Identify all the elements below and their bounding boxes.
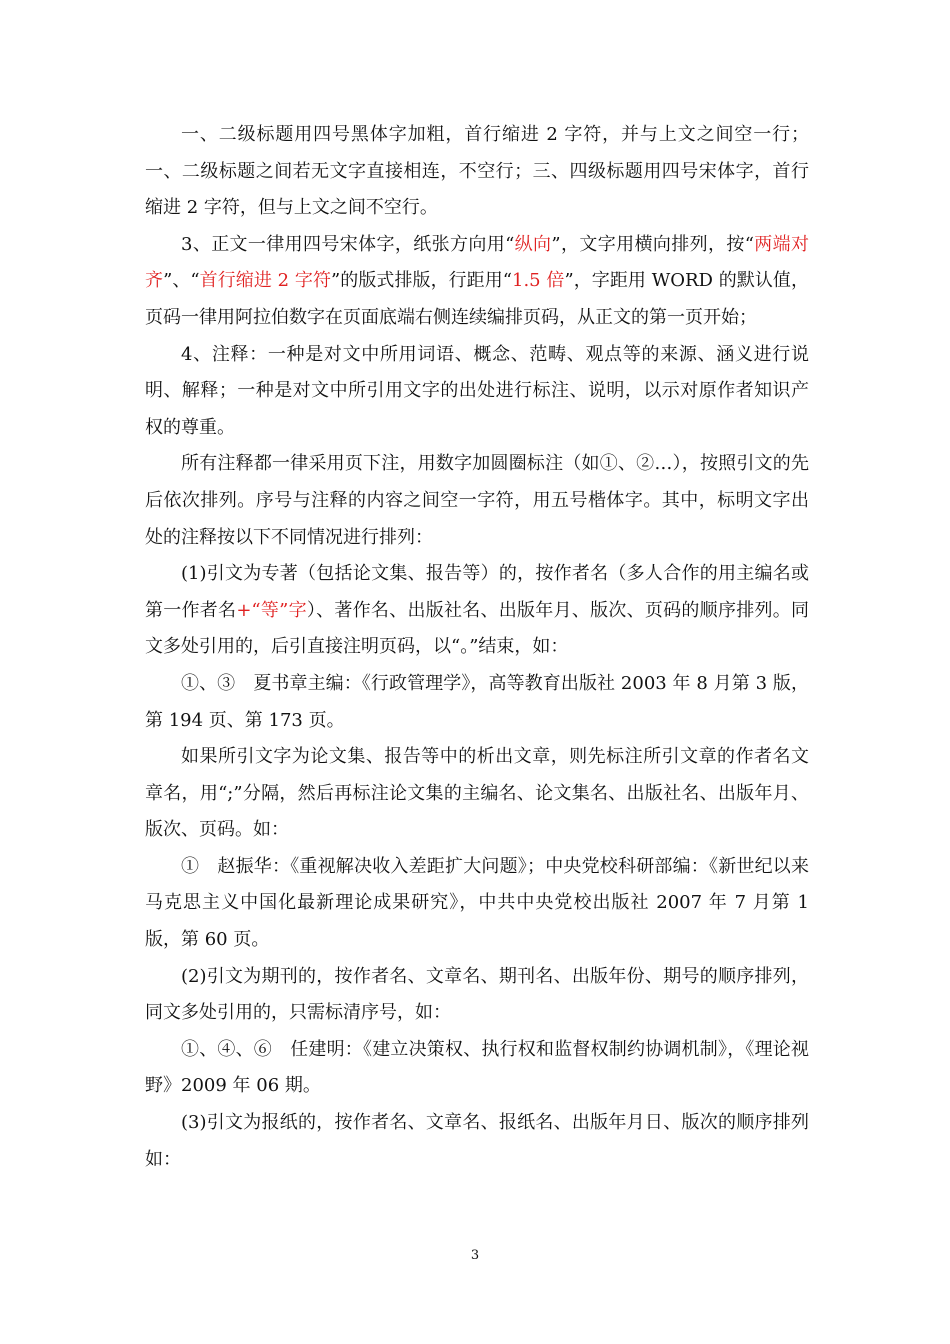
paragraph-anthology-citation: 如果所引文字为论文集、报告等中的析出文章，则先标注所引文章的作者名文章名，用“;”分隔，然后再标注论文集的主编名、论文集名、出版社名、出版年月、版次、页码。如： <box>145 746 809 841</box>
example-monograph: ①、③ 夏书章主编：《行政管理学》，高等教育出版社 2003 年 8 月第 3 版，第 194 页、第 173 页。 <box>145 672 809 731</box>
text-run: ”，文字用横向排列，按“ <box>551 233 754 255</box>
example-journal: ①、④、⑥ 任建明：《建立决策权、执行权和监督权制约协调机制》，《理论视野》2009 年 06 期。 <box>145 1038 809 1097</box>
paragraph-heading-rules: 一、二级标题用四号黑体字加粗，首行缩进 2 字符，并与上文之间空一行；一、二级标题之间若无文字直接相连，不空行；三、四级标题用四号宋体字，首行缩进 2 字符，但与上文之间不空行。 <box>145 124 809 219</box>
paragraph-journal-citation: (2)引文为期刊的，按作者名、文章名、期刊名、出版年份、期号的顺序排列，同文多处引用的，只需标清序号，如： <box>145 965 809 1024</box>
text-run: (1)引文为专著（包括论文集、报告等）的，按作者名（多人合作的用主编名或第一作者名 <box>145 563 809 621</box>
text-run: ”，字距用 WORD 的默认值，页码一律用阿拉伯数字在页面底端右侧连续编排页码，从正文的第一页开始； <box>145 270 809 328</box>
paragraph-footnote-rules: 所有注释都一律采用页下注，用数字加圆圈标注（如①、②…），按照引文的先后依次排列。序号与注释的内容之间空一字符，用五号楷体字。其中，标明文字出处的注释按以下不同情况进行排列： <box>145 453 809 548</box>
highlight-line-spacing: 1.5 倍 <box>512 270 565 292</box>
example-anthology: ① 赵振华：《重视解决收入差距扩大问题》；中央党校科研部编：《新世纪以来马克思主义中国化最新理论成果研究》，中共中央党校出版社 2007 年 7 月第 1 版，第 60 页。 <box>145 855 809 951</box>
highlight-justify: 两端对齐 <box>145 233 810 292</box>
text-run: ”、“ <box>163 270 200 292</box>
paragraph-body-text-rules <box>145 227 809 337</box>
paragraph-monograph-citation <box>145 556 809 666</box>
page-number: 3 <box>470 1248 480 1263</box>
highlight-portrait: 纵向 <box>514 233 552 255</box>
text-run: ）、著作名、出版社名、出版年月、版次、页码的顺序排列。同文多处引用的，后引直接注明页码，以“。”结束，如： <box>145 599 809 658</box>
document-body <box>145 117 809 1178</box>
highlight-indent: 首行缩进 2 字符 <box>199 270 332 292</box>
paragraph-newspaper-citation: (3)引文为报纸的，按作者名、文章名、报纸名、出版年月日、版次的顺序排列如： <box>145 1112 809 1170</box>
highlight-et-al: +“等”字 <box>236 599 307 621</box>
text-run: 3、正文一律用四号宋体字，纸张方向用“ <box>181 233 515 255</box>
paragraph-annotation-definition: 4、注释：一种是对文中所用词语、概念、范畴、观点等的来源、涵义进行说明、解释；一种是对文中所引用文字的出处进行标注、说明，以示对原作者知识产权的尊重。 <box>145 343 809 438</box>
text-run: ”的版式排版，行距用“ <box>331 270 512 292</box>
